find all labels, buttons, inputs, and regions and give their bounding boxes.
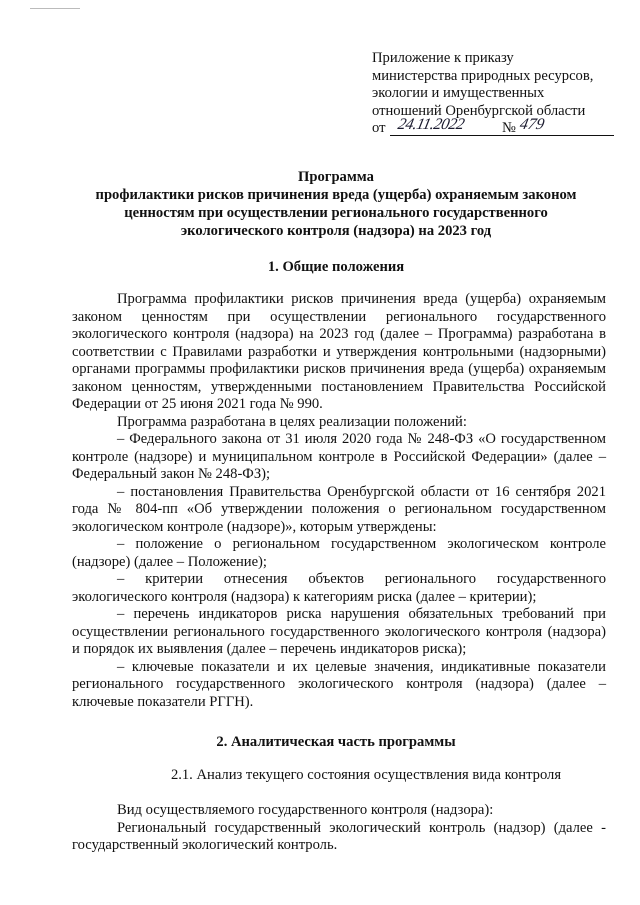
ot-label: от: [372, 120, 386, 136]
scan-artifact: [58, 8, 72, 9]
paragraph: Программа профилактики рисков причинения вреда (ущерба) охраняемым законом ценностям при осуществлении регионального государственного экологического контроля (надзора) на 2023 год (далее – Программа) разработана в соответствии с Правилами разработки и утверждения контрольными (надзорными) органами программы профилактики рисков причинения вреда (ущерба) охраняемым законом ценностям, утвержденными постановлением Правительства Российской Федерации от 25 июня 2021 года № 990.: [72, 291, 606, 412]
title-line: профилактики рисков причинения вреда (ущерба) охраняемым законом: [95, 187, 577, 203]
title-line: ценностям при осуществлении регионального государственного: [124, 205, 548, 221]
section-heading: 2. Аналитическая часть программы: [216, 734, 456, 750]
paragraph: Программа разработана в целях реализации положений:: [117, 413, 467, 430]
paragraph: – положение о региональном государственном экологическом контроле (надзоре) (далее – Положение);: [72, 536, 606, 570]
paragraph: – критерии отнесения объектов регионального государственного экологического контроля (надзора) к категориям риска (далее – критерии);: [72, 571, 606, 605]
order-date-number-line: [372, 116, 622, 138]
paragraph: – ключевые показатели и их целевые значения, индикативные показатели регионального государственного экологического контроля (надзора) (далее – ключевые показатели РГГН).: [72, 658, 606, 710]
paragraph: – перечень индикаторов риска нарушения обязательных требований при осуществлении регионального государственного экологического контроля (надзора) и порядок их выявления (далее – перечень индикаторов риска);: [72, 606, 606, 657]
appendix-line: экологии и имущественных: [372, 85, 545, 101]
handwritten-date: 24.11.2022: [396, 116, 466, 133]
scan-artifact: [30, 8, 80, 9]
handwritten-number: 479: [518, 116, 546, 133]
document-title: [72, 168, 600, 240]
title-line: Программа: [298, 169, 374, 185]
section2-body: [72, 802, 606, 855]
appendix-line: Приложение к приказу: [372, 50, 514, 66]
subsection-heading: 2.1. Анализ текущего состояния осуществления вида контроля: [170, 767, 562, 783]
appendix-line: отношений Оренбургской области: [372, 102, 586, 119]
paragraph: – постановления Правительства Оренбургской области от 16 сентября 2021 года № 804-пп «Об утверждении положения о региональном государственном экологическом контроле (надзоре)», которым утверждены:: [72, 483, 606, 535]
number-sign: №: [502, 120, 516, 136]
appendix-line: министерства природных ресурсов,: [372, 67, 594, 84]
section-heading: 1. Общие положения: [267, 259, 405, 275]
paragraph: – Федерального закона от 31 июля 2020 года № 248-ФЗ «О государственном контроле (надзоре) и муниципальном контроле в Российской Федерации» (далее – Федеральный закон № 248-ФЗ);: [72, 431, 606, 482]
paragraph: Вид осуществляемого государственного контроля (надзора):: [117, 802, 494, 818]
section1-body: [72, 291, 606, 711]
title-line: экологического контроля (надзора) на 2023 год: [180, 223, 492, 239]
paragraph: Региональный государственный экологический контроль (надзор) (далее - государственный экологический контроль.: [72, 819, 606, 853]
appendix-block: [372, 50, 622, 138]
